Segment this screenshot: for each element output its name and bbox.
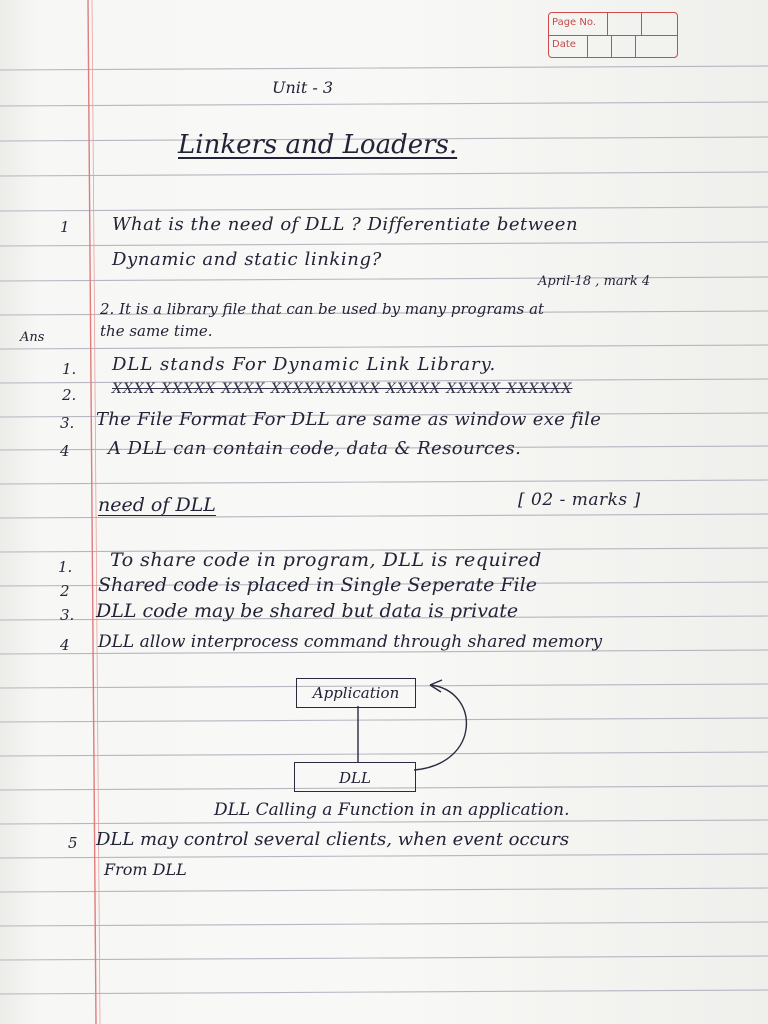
answer-point-text: The File Format For DLL are same as window exe file <box>96 409 602 430</box>
need-point-number: 2 <box>60 582 70 600</box>
question-line-2: Dynamic and static linking? <box>112 249 382 270</box>
need-point-text: Shared code is placed in Single Seperate File <box>98 574 537 596</box>
answer-point-text: A DLL can contain code, data & Resources. <box>108 438 522 459</box>
answer-point-number: 1. <box>62 360 77 378</box>
point-5-line-2: From DLL <box>104 860 187 879</box>
answer-intro-line-1: 2. It is a library file that can be used by many programs at <box>100 300 545 318</box>
need-point-text: To share code in program, DLL is required <box>110 549 542 571</box>
diagram-dll-label: DLL <box>339 769 371 787</box>
answer-point-number: 3. <box>60 414 75 432</box>
unit-heading: Unit - 3 <box>272 78 334 97</box>
question-meta: April-18 , mark 4 <box>538 274 651 289</box>
answer-point-number: 2. <box>62 386 77 404</box>
need-heading: need of DLL <box>98 494 216 516</box>
need-point-text: DLL code may be shared but data is private <box>96 600 519 622</box>
date-label: Date <box>552 39 576 50</box>
page-title: Linkers and Loaders. <box>178 130 458 160</box>
need-point-text: DLL allow interprocess command through shared memory <box>98 632 603 652</box>
diagram-caption: DLL Calling a Function in an application. <box>214 800 570 820</box>
need-point-number: 4 <box>60 636 70 654</box>
need-marks: [ 02 - marks ] <box>518 490 641 510</box>
answer-point-number: 4 <box>60 442 70 460</box>
answer-marker: Ans <box>20 330 45 345</box>
point-5-number: 5 <box>68 834 78 852</box>
question-number: 1 <box>60 218 70 236</box>
need-point-number: 3. <box>60 606 75 624</box>
diagram-application-label: Application <box>312 684 400 702</box>
answer-intro-line-2: the same time. <box>100 322 213 340</box>
question-line-1: What is the need of DLL ? Differentiate between <box>112 214 579 235</box>
answer-point-text: DLL stands For Dynamic Link Library. <box>112 354 497 375</box>
need-point-number: 1. <box>58 558 73 576</box>
answer-point-text-crossed-out: XXXX XXXXX XXXX XXXXXXXXXX XXXXX XXXXX XXXXXX <box>112 381 573 397</box>
point-5-line-1: DLL may control several clients, when event occurs <box>96 829 570 850</box>
page-no-label: Page No. <box>552 17 596 28</box>
